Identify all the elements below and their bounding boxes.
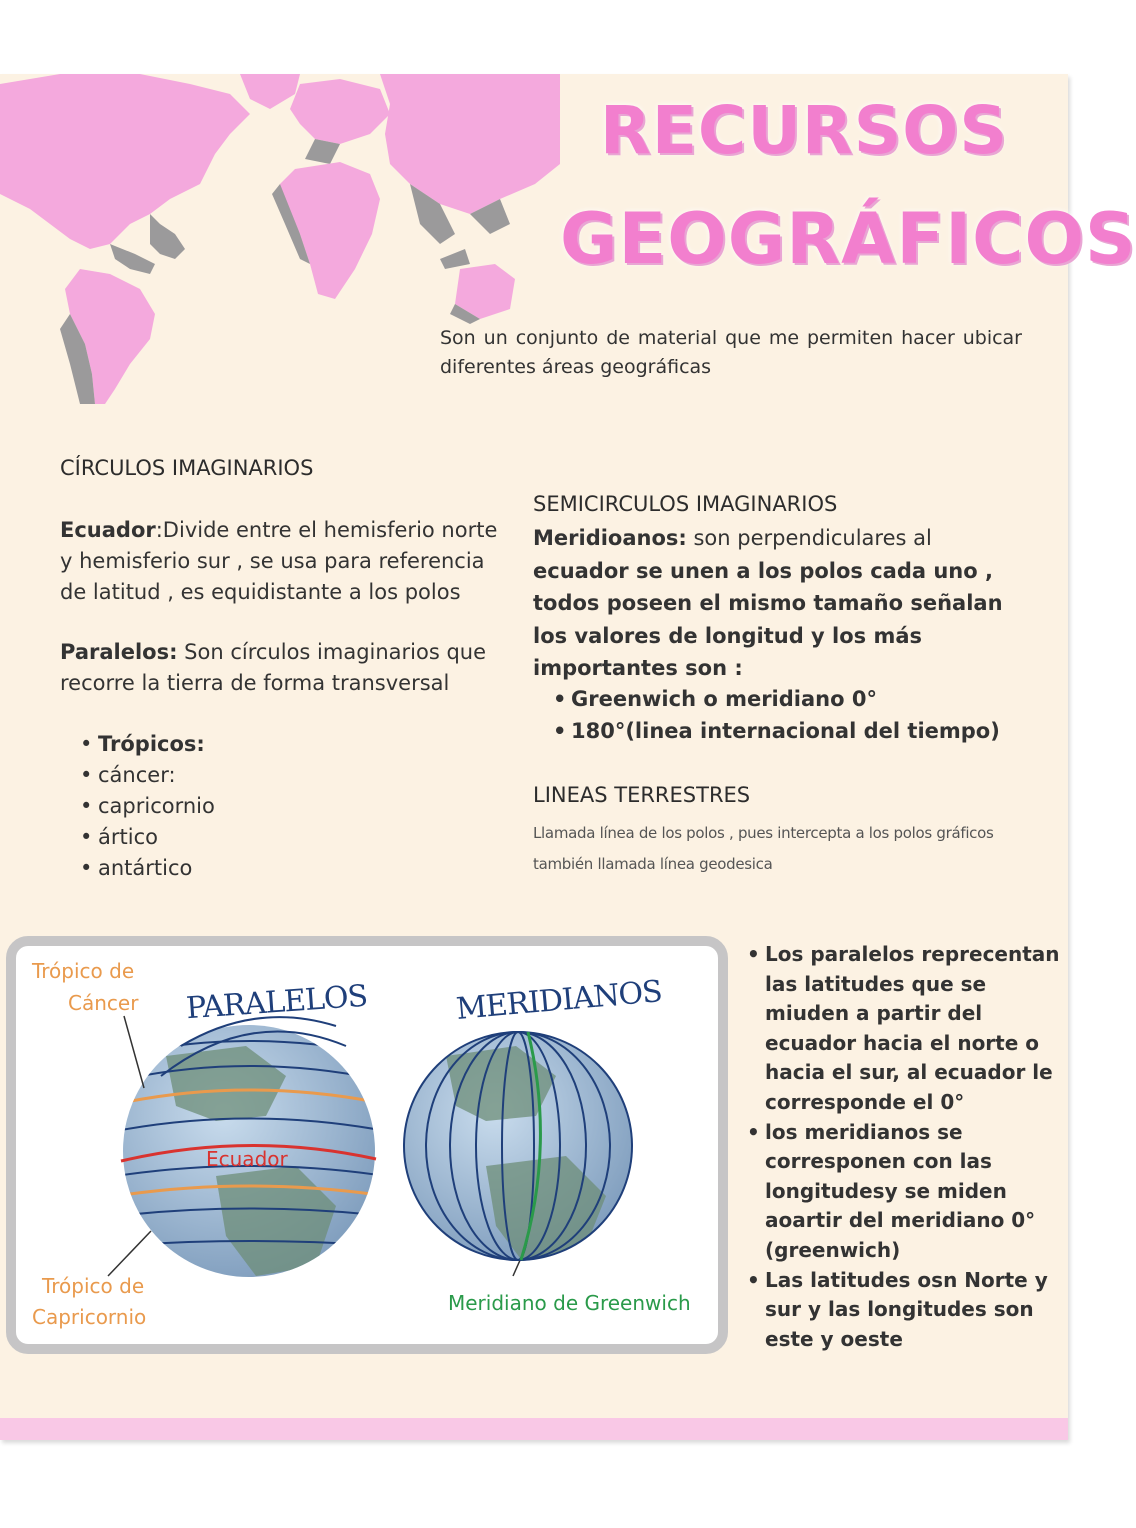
note-item: • Las latitudes osn Norte y sur y las longitudes son este y oeste <box>747 1266 1065 1355</box>
title-line-1: RECURSOS <box>600 92 1008 169</box>
tropico-cancer-label-1: Trópico de <box>32 959 135 983</box>
intro-text: Son un conjunto de material que me permiten hacer ubicar diferentes áreas geográficas <box>440 327 1022 378</box>
paralelos-title: PARALELOS <box>184 978 369 1027</box>
list-item: • Greenwich o meridiano 0° <box>553 683 1000 715</box>
semicirculos-heading: SEMICIRCULOS IMAGINARIOS <box>533 492 838 516</box>
meridianos-list <box>553 683 1000 747</box>
title-line-2: GEOGRÁFICOS <box>560 198 1136 280</box>
document-page <box>0 74 1136 1440</box>
paralelos-term: Paralelos: <box>60 640 178 664</box>
notes-list <box>747 940 1065 1354</box>
list-item: • Trópicos: <box>80 729 215 760</box>
note-item: • los meridianos se corresponen con las longitudesy se miden aoartir del meridiano 0° (greenwich) <box>747 1118 1065 1266</box>
list-item: • antártico <box>80 853 215 884</box>
list-item: • capricornio <box>80 791 215 822</box>
tropico-capricornio-label-1: Trópico de <box>42 1274 145 1298</box>
paralelos-text: Son círculos imaginarios que recorre la tierra de forma transversal <box>60 640 487 695</box>
ecuador-paragraph <box>60 515 500 608</box>
ecuador-term: Ecuador <box>60 518 156 542</box>
globes-diagram <box>6 936 728 1354</box>
meridianos-term: Meridioanos: <box>533 526 687 550</box>
note-item: • Los paralelos reprecentan las latitudes que se miuden a partir del ecuador hacia el norte o hacia el sur, al ecuador le corresponde el 0° <box>747 940 1065 1118</box>
lineas-text: Llamada línea de los polos , pues intercepta a los polos gráficos también llamada línea geodesica <box>533 824 994 873</box>
list-item: • 180°(linea internacional del tiempo) <box>553 715 1000 747</box>
meridianos-text-bold: ecuador se unen a los polos cada uno , todos poseen el mismo tamaño señalan los valores de longitud y los más importantes son : <box>533 558 1003 680</box>
meridianos-paragraph <box>533 522 1028 685</box>
meridianos-title: MERIDIANOS <box>454 974 664 1027</box>
ecuador-text: :Divide entre el hemisferio norte y hemisferio sur , se usa para referencia de latitud , es equidistante a los polos <box>60 518 498 604</box>
ecuador-label: Ecuador <box>206 1147 288 1171</box>
bottom-pink-bar <box>0 1418 1068 1440</box>
greenwich-label: Meridiano de Greenwich <box>448 1291 691 1315</box>
tropico-capricornio-label-2: Capricornio <box>32 1305 147 1329</box>
paralelos-paragraph <box>60 637 500 699</box>
list-item: • cáncer: <box>80 760 215 791</box>
circulos-list <box>80 729 215 884</box>
meridianos-text-light: son perpendiculares al <box>686 526 932 550</box>
list-item: • ártico <box>80 822 215 853</box>
circulos-heading: CÍRCULOS IMAGINARIOS <box>60 456 314 480</box>
tropico-cancer-label-2: Cáncer <box>68 991 139 1015</box>
lineas-heading: LINEAS TERRESTRES <box>533 783 751 807</box>
